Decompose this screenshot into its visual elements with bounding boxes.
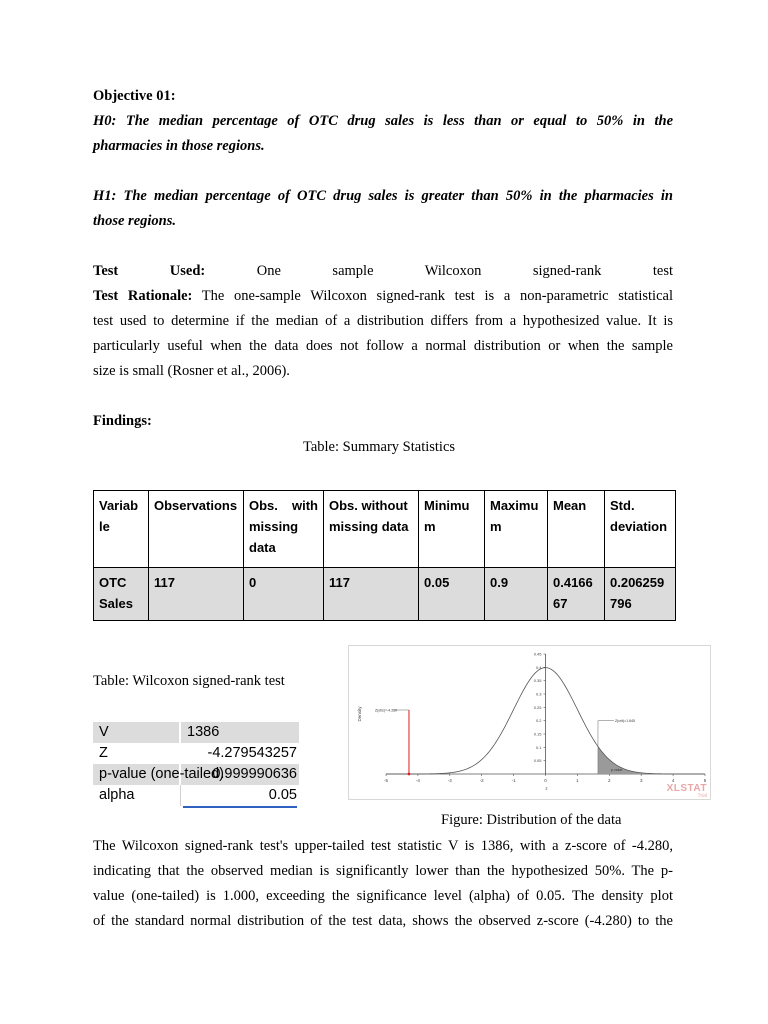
summary-header-cell: Obs. without missing data bbox=[324, 491, 419, 568]
summary-header-cell: Std. deviation bbox=[605, 491, 676, 568]
y-tick-label: 0.4 bbox=[535, 664, 542, 670]
rationale-line-4: size is small (Rosner et al., 2006). bbox=[93, 363, 290, 379]
y-tick-label: 0.2 bbox=[535, 718, 542, 724]
rationale-line-2: test used to determine if the median of a distribution differs from a hypothesized value. It is bbox=[93, 313, 673, 329]
x-tick-label: 4 bbox=[671, 778, 675, 783]
conclusion-line-1: The Wilcoxon signed-rank test's upper-tailed test statistic V is 1386, with a z-score of -4.280, bbox=[93, 838, 673, 854]
rationale-line-3: particularly useful when the data does not follow a normal distribution or when the sample bbox=[93, 338, 673, 354]
summary-header-cell: Mean bbox=[548, 491, 605, 568]
x-tick-label: 0 bbox=[544, 778, 547, 783]
observed-z-point bbox=[408, 773, 411, 776]
rationale-line-1 bbox=[93, 284, 673, 309]
wilcoxon-label: alpha bbox=[93, 785, 181, 806]
x-tick-label: -4 bbox=[415, 778, 420, 783]
wilcoxon-table bbox=[93, 722, 299, 806]
summary-value-cell: 0.4166 67 bbox=[548, 568, 605, 621]
summary-value-cell: 117 bbox=[149, 568, 244, 621]
rationale-label: Test Rationale: bbox=[93, 288, 193, 304]
wilcoxon-value: -4.279543257 bbox=[207, 745, 297, 761]
x-axis-label: z bbox=[545, 786, 548, 791]
rationale-text-1: The one-sample Wilcoxon signed-rank test is a non-parametric statistical bbox=[201, 288, 673, 304]
wilcoxon-value: 0.999990636 bbox=[212, 766, 297, 782]
wilcoxon-label: p-value (one-tailed) bbox=[93, 764, 181, 785]
summary-value-cell: 117 bbox=[324, 568, 419, 621]
wilcoxon-value: 0.05 bbox=[183, 785, 297, 808]
summary-value-cell: OTC Sales bbox=[94, 568, 149, 621]
summary-header-cell: Maximu m bbox=[485, 491, 548, 568]
summary-header-cell: Minimu m bbox=[419, 491, 485, 568]
x-tick-label: 1 bbox=[576, 778, 579, 783]
distribution-chart bbox=[348, 645, 711, 800]
wilcoxon-row-alpha bbox=[93, 785, 299, 806]
h1-line-1: H1: The median percentage of OTC drug sales is greater than 50% in the pharmacies in bbox=[93, 188, 673, 204]
wilcoxon-row-z bbox=[93, 743, 299, 764]
summary-header-row bbox=[94, 491, 676, 568]
y-tick-label: 0.35 bbox=[533, 678, 542, 684]
y-tick-label: 0.05 bbox=[533, 758, 542, 764]
test-used-line bbox=[93, 259, 673, 284]
summary-value-cell: 0.05 bbox=[419, 568, 485, 621]
wilcoxon-row-v bbox=[93, 722, 299, 743]
conclusion-line-4: of the standard normal distribution of the test data, shows the observed z-score (-4.280) to the bbox=[93, 913, 673, 929]
test-used-value: One sample Wilcoxon signed-rank test bbox=[256, 263, 673, 279]
conclusion-line-2: indicating that the observed median is significantly lower than the hypothesized 50%. The p- bbox=[93, 863, 673, 879]
x-tick-label: 5 bbox=[703, 778, 707, 783]
summary-header-cell: Variab le bbox=[94, 491, 149, 568]
wilcoxon-label: V bbox=[93, 722, 181, 743]
summary-statistics-table bbox=[93, 490, 676, 621]
wilcoxon-row-p-value bbox=[93, 764, 299, 785]
objective-heading: Objective 01: bbox=[93, 88, 176, 104]
y-tick-label: 0.25 bbox=[533, 704, 542, 710]
xlstat-watermark: XLSTAT bbox=[666, 783, 707, 794]
summary-value-row bbox=[94, 568, 676, 621]
x-tick-label: 3 bbox=[639, 778, 643, 783]
conclusion-line-3: value (one-tailed) is 1.000, exceeding the significance level (alpha) of 0.05. The density plot bbox=[93, 888, 673, 904]
y-tick-label: 0.1 bbox=[535, 744, 542, 750]
summary-value-cell: 0.9 bbox=[485, 568, 548, 621]
x-tick-label: -1 bbox=[511, 778, 516, 783]
summary-table-caption: Table: Summary Statistics bbox=[303, 439, 456, 455]
h0-line-1: H0: The median percentage of OTC drug sales is less than or equal to 50% in the bbox=[93, 113, 673, 129]
x-tick-label: 2 bbox=[608, 778, 611, 783]
y-axis-label: Density bbox=[357, 706, 362, 722]
x-tick-label: -5 bbox=[383, 778, 389, 783]
wilcoxon-table-caption: Table: Wilcoxon signed-rank test bbox=[93, 673, 285, 689]
x-tick-label: -2 bbox=[479, 778, 484, 783]
wilcoxon-label: Z bbox=[99, 745, 108, 761]
y-tick-label: 0.15 bbox=[533, 731, 542, 737]
summary-header-cell: Obs. with missing data bbox=[244, 491, 324, 568]
summary-header-cell: Observations bbox=[149, 491, 244, 568]
x-tick-label: -3 bbox=[447, 778, 452, 783]
p-value-region-label: p-value bbox=[610, 767, 623, 772]
xlstat-watermark-sub: Trial bbox=[697, 793, 707, 799]
wilcoxon-value: 1386 bbox=[187, 724, 220, 740]
observed-z-label: Z(obs)=-4.280 bbox=[374, 708, 398, 713]
y-tick-label: 0.3 bbox=[535, 691, 542, 697]
distribution-chart-svg bbox=[349, 646, 710, 799]
test-used-label: Test Used: bbox=[93, 263, 206, 279]
findings-heading: Findings: bbox=[93, 413, 152, 429]
y-tick-label: 0.45 bbox=[533, 651, 542, 657]
figure-caption: Figure: Distribution of the data bbox=[441, 812, 622, 828]
h1-line-2: those regions. bbox=[93, 213, 176, 229]
h0-line-2: pharmacies in those regions. bbox=[93, 138, 265, 154]
summary-value-cell: 0.206259 796 bbox=[605, 568, 676, 621]
critical-z-label: Z(crit)=1.645 bbox=[614, 719, 635, 724]
summary-value-cell: 0 bbox=[244, 568, 324, 621]
